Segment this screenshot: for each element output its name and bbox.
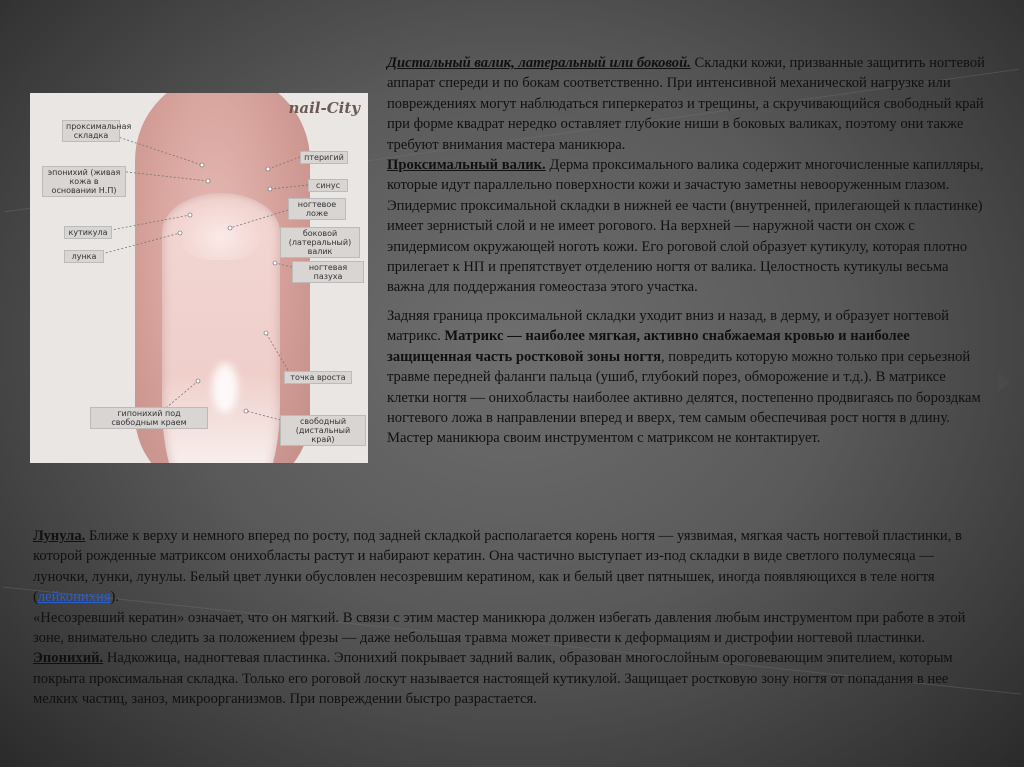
heading-distal-fold: Дистальный валик, латеральный или боковой. (387, 55, 691, 71)
paragraph-lunula (33, 526, 985, 608)
heading-proximal-fold: Проксимальный валик. (387, 157, 546, 174)
right-text-column (387, 53, 987, 449)
paragraph-eponychium (33, 648, 985, 709)
heading-lunula: Лунула. (33, 528, 86, 544)
label-lunula: лунка (64, 250, 104, 263)
body-lunula-close: ). (110, 589, 120, 606)
link-leukonychia[interactable]: лейконихия (37, 589, 111, 606)
label-free-edge: свободный (дистальный край) (280, 415, 366, 446)
next-slide-arrow-icon[interactable] (998, 372, 1010, 392)
bottom-text-block (33, 526, 985, 710)
label-hyponychium: гипонихий под свободным краем (90, 407, 208, 429)
label-growth-point: точка вроста (284, 371, 352, 384)
label-pterygium: птеригий (300, 151, 348, 164)
matrix-bold: Матрикс — наиболее мягкая, активно снабжаемая кровью и наиболее защищенная часть ростковой зоны ногтя (387, 328, 910, 365)
brand-logo: nail-City (288, 99, 360, 117)
matrix-intro: Задняя граница проксимальной складки уходит вниз и назад, в дерму, и образует ногтевой матрикс. (387, 307, 949, 345)
label-proximal-fold: проксимальная складка (62, 120, 120, 142)
label-lateral-fold: боковой (латеральный) валик (280, 227, 360, 258)
paragraph-distal-fold (387, 53, 987, 155)
body-proximal-fold: Дерма проксимального валика содержит многочисленные капилляры, которые идут параллельно поверхности кожи и зачастую заметны невооруженным глазом. Эпидермис проксимальной складки в нижней ее части (внутренней, прилегающей к пластинке) имеет зернистый слой и не имеет рогового. На верхней — наружной части он схож с эпидермисом окружающей ноготь кожи. Его роговой слой образует кутикулу, которая плотно прилегает к НП и препятствует отделению ногтя от валика. Целостность кутикулы весьма важна для поддержания гомеостаза этого участка. (387, 157, 984, 296)
matrix-end: , повредить которую можно только при серьезной травме передней фаланги пальца (ушиб, глубокий порез, обморожение и т.д.). В матриксе клетки ногтя — онихобласты наиболее активно делятся, постепенно продвигаясь по бороздкам ногтевого ложа в направлении вперед и вверх, тем самым обеспечивая рост ногтя в длину. Мастер маникюра своим инструментом с матриксом не контактирует. (387, 348, 981, 447)
body-distal-fold: Складки кожи, призванные защитить ногтевой аппарат спереди и по бокам соответственно. При интенсивной механической нагрузке или повреждениях могут наблюдаться гиперкератоз и трещины, а скручивающийся свободный край при форме квадрат нередко оставляет глубокие ниши в боковых валиках, поэтому они также требуют внимания мастера маникюра. (387, 55, 985, 153)
label-eponychium: эпонихий (живая кожа в основании Н.П) (42, 166, 126, 197)
body-lunula: Ближе к верху и немного вперед по росту, под задней складкой располагается корень ногтя — уязвимая, мягкая часть ногтевой пластинки, в которой рожденные матриксом онихобласты растут и набирают кератин. Она частично выступает из-под складки в виде светлого полумесяца — луночки, лунки, лунулы. Белый цвет лунки обусловлен несозревшим кератином, как и белый цвет пятнышек, иногда появляющихся в теле ногтя ( (33, 528, 962, 606)
heading-eponychium: Эпонихий. (33, 650, 104, 667)
label-nail-bed: ногтевое ложе (288, 198, 346, 220)
paragraph-keratin-note: «Несозревший кератин» означает, что он мягкий. В связи с этим мастер маникюра должен избегать давления любым инструментом при работе в этой зоне, внимательно следить за положением фрезы — даже небольшая травма может привести к деформациям и дистрофии ногтевой пластинки. (33, 609, 966, 647)
label-sinus: синус (308, 179, 348, 192)
body-eponychium: Надкожица, надногтевая пластинка. Эпонихий покрывает задний валик, образован многослойным ороговевающим эпителием, которым покрыта проксимальная складка. Только его роговой лоскут называется настоящей кутикулой. Защищает ростковую зону ногтя от попадания в нее мелких частиц, заноз, микроорганизмов. При повреждении быстро разрастается. (33, 650, 953, 708)
nail-anatomy-figure (30, 93, 368, 463)
label-nail-sinus: ногтевая пазуха (292, 261, 364, 283)
label-cuticle: кутикула (64, 226, 112, 239)
paragraph-proximal-fold (387, 155, 987, 298)
paragraph-matrix (387, 306, 987, 449)
